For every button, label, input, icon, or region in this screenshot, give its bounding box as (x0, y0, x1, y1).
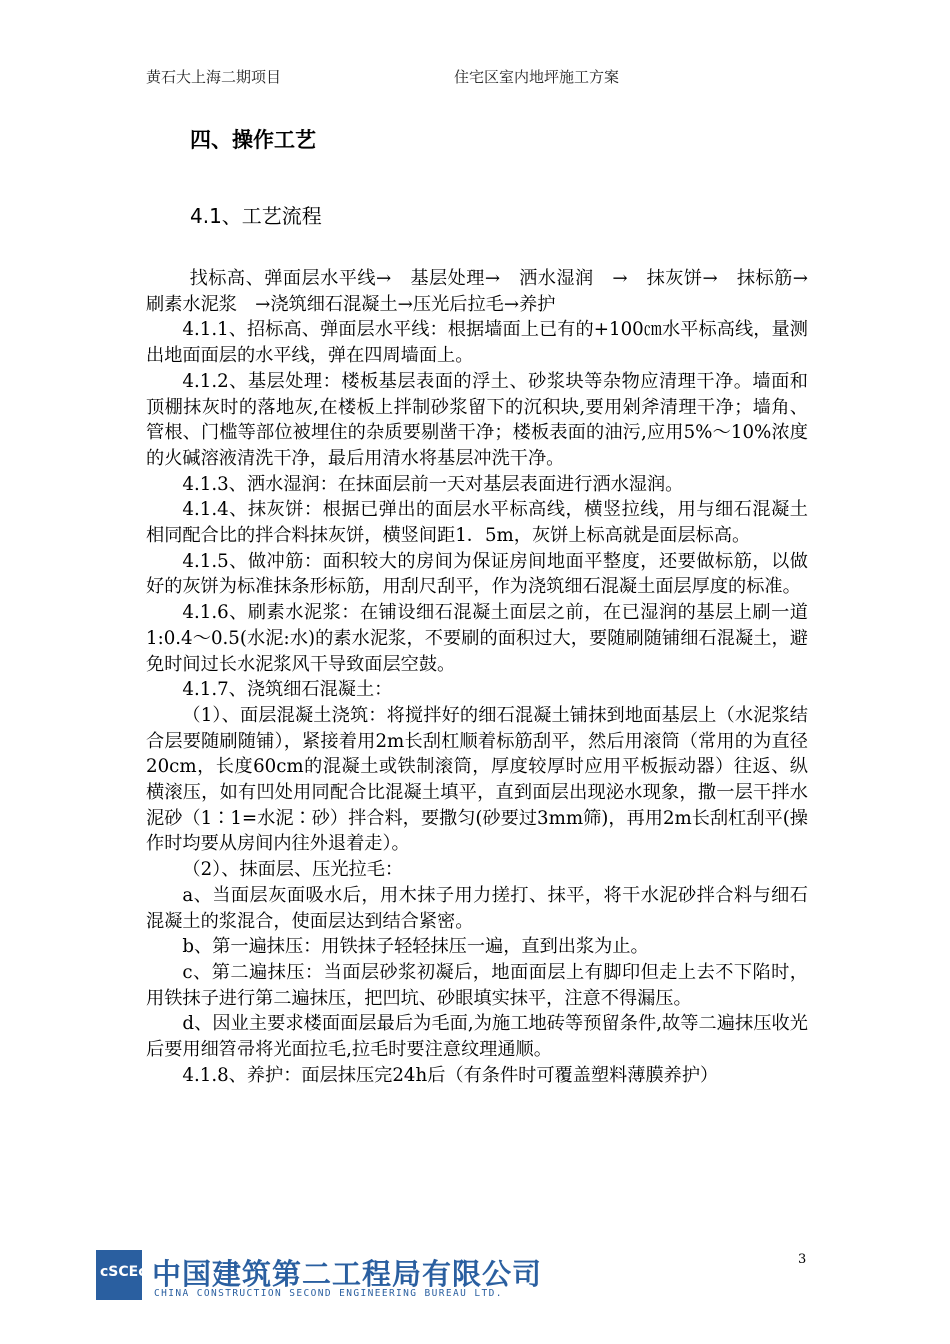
paragraph-4-1-8: 4.1.8、养护：面层抹压完24h后（有条件时可覆盖塑料薄膜养护） (182, 1064, 719, 1086)
paragraph-step-d: d、因业主要求楼面面层最后为毛面,为施工地砖等预留条件,故等二遍抹压收光后要用细笤帚将光面拉毛,拉毛时要注意纹理通顺。 (146, 1013, 808, 1061)
paragraph-4-1-3: 4.1.3、洒水湿润：在抹面层前一天对基层表面进行洒水湿润。 (182, 473, 684, 495)
company-name-en: CHINA CONSTRUCTION SECOND ENGINEERING BUREAU LTD. (154, 1288, 503, 1299)
logo-text: cSCEc (100, 1264, 147, 1280)
paragraph-4-1-6: 4.1.6、刷素水泥浆：在铺设细石混凝土面层之前，在已湿润的基层上刷一道1:0.4～0.5(水泥:水)的素水泥浆，不要刷的面积过大，要随刷随铺细石混凝土，避免时间过长水泥浆风干导致面层空鼓。 (146, 602, 808, 675)
paragraph-step-2: （2）、抹面层、压光拉毛： (182, 859, 404, 881)
process-flow-paragraph: 找标高、弹面层水平线→ 基层处理→ 洒水湿润 → 抹灰饼→ 抹标筋→ 刷素水泥浆 →浇筑细石混凝土→压光后拉毛→养护 (146, 268, 827, 315)
paragraph-4-1-5: 4.1.5、做冲筋：面积较大的房间为保证房间地面平整度，还要做标筋，以做好的灰饼为标准抹条形标筋，用刮尺刮平，作为浇筑细石混凝土面层厚度的标准。 (146, 550, 808, 598)
paragraph-4-1-1: 4.1.1、招标高、弹面层水平线：根据墙面上已有的+100㎝水平标高线，量测出地面面层的水平线，弹在四周墙面上。 (146, 319, 808, 367)
company-logo-icon (96, 1250, 147, 1300)
paragraph-step-b: b、第一遍抹压：用铁抹子轻轻抹压一遍，直到出浆为止。 (182, 936, 649, 958)
company-name-cn: 中国建筑第二工程局有限公司 (152, 1257, 543, 1291)
section-title: 四、操作工艺 (190, 128, 316, 152)
page-footer (96, 1250, 543, 1304)
document-body (146, 266, 827, 1089)
paragraph-step-c: c、第二遍抹压：当面层砂浆初凝后，地面面层上有脚印但走上去不下陷时，用铁抹子进行第二遍抹压，把凹坑、砂眼填实抹平，注意不得漏压。 (146, 961, 808, 1009)
header-document-title: 住宅区室内地坪施工方案 (454, 68, 620, 86)
paragraph-4-1-7: 4.1.7、浇筑细石混凝土： (182, 679, 393, 701)
subsection-title: 4.1、工艺流程 (190, 204, 322, 228)
paragraph-4-1-4: 4.1.4、抹灰饼：根据已弹出的面层水平标高线，横竖拉线，用与细石混凝土相同配合比的拌合料抹灰饼，横竖间距1．5m，灰饼上标高就是面层标高。 (146, 499, 808, 547)
paragraph-step-a: a、当面层灰面吸水后，用木抹子用力搓打、抹平，将干水泥砂拌合料与细石混凝土的浆混合，使面层达到结合紧密。 (146, 884, 808, 932)
paragraph-4-1-2: 4.1.2、基层处理：楼板基层表面的浮土、砂浆块等杂物应清理干净。墙面和顶棚抹灰时的落地灰,在楼板上拌制砂浆留下的沉积块,要用剁斧清理干净；墙角、管根、门槛等部位被埋住的杂质要剔凿干净；楼板表面的油污,应用5%～10%浓度的火碱溶液清洗干净，最后用清水将基层冲洗干净。 (146, 370, 808, 469)
paragraph-step-1: （1）、面层混凝土浇筑：将搅拌好的细石混凝土铺抹到地面基层上（水泥浆结合层要随刷随铺），紧接着用2m长刮杠顺着标筋刮平，然后用滚筒（常用的为直径20cm，长度60cm的混凝土或铁制滚筒，厚度较厚时应用平板振动器）往返、纵横滚压，如有凹处用同配合比混凝土填平，直到面层出现泌水现象，撒一层干拌水泥砂（1∶1=水泥∶砂）拌合料，要撒匀(砂要过3mm筛)，再用2m长刮杠刮平(操作时均要从房间内往外退着走）。 (146, 704, 808, 855)
header-project-name: 黄石大上海二期项目 (146, 68, 282, 86)
page-number: 3 (798, 1252, 807, 1267)
